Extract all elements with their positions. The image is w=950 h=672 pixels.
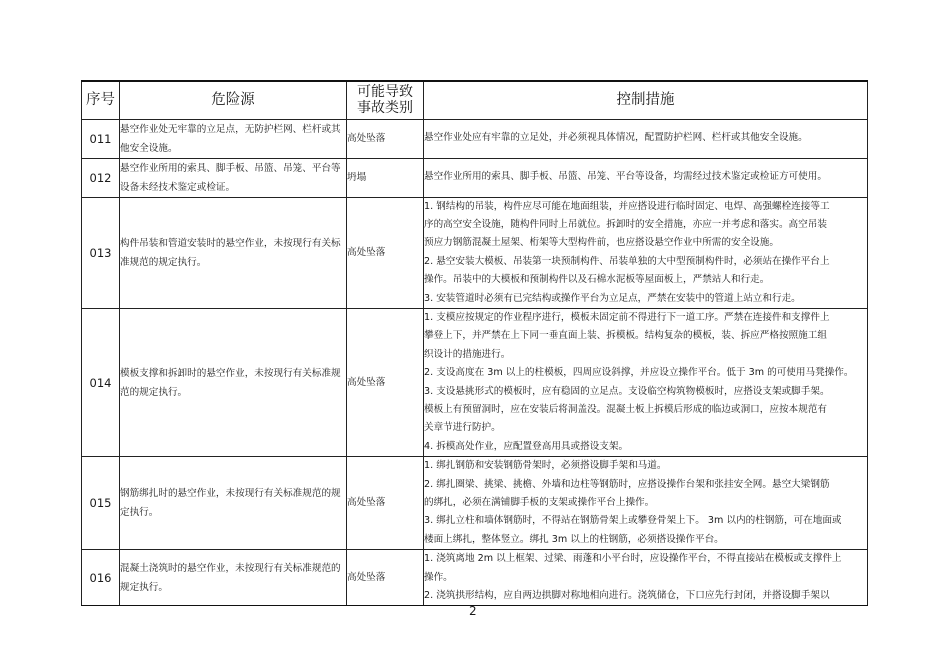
table-row: [82, 308, 868, 456]
control-line: 的绑扎，必须在满铺脚手板的支架或操作平台上操作。: [424, 497, 655, 508]
control-line: 2. 浇筑拱形结构，应自两边拱脚对称地相向进行。浇筑储仓，下口应先行封闭，并搭设脚手架以: [424, 590, 830, 602]
row-control-measures: [424, 119, 868, 158]
control-line: 4. 拆模高处作业，应配置登高用具或搭设支架。: [424, 440, 629, 452]
row-number: 012: [82, 158, 120, 197]
control-line: 操作。吊装中的大模板和预制构件以及石棉水泥板等屋面板上，严禁站人和行走。: [424, 274, 770, 286]
header-category-line1: 可能导致: [357, 84, 413, 101]
header-seq: 序号: [82, 81, 120, 119]
header-category-line2: 事故类别: [357, 100, 413, 117]
row-number: 014: [82, 308, 120, 456]
control-line: 1. 浇筑离地 2m 以上框架、过梁、雨蓬和小平台时，应设操作平台，不得直接站在模板或支撑件上: [424, 553, 842, 565]
row-control-measures: [424, 550, 868, 606]
control-line: 悬空作业所用的索具、脚手板、吊篮、吊笼、平台等设备，均需经过技术鉴定或检证方可使用。: [424, 171, 827, 183]
header-hazard-source: 危险源: [120, 81, 347, 119]
row-hazard-source: 混凝土浇筑时的悬空作业，未按现行有关标准规范的规定执行。: [120, 550, 347, 606]
page-number: 2: [469, 604, 477, 618]
table-row: [82, 550, 868, 606]
control-line: 操作。: [424, 571, 453, 583]
control-line: 攀登上下，并严禁在上下同一垂直面上装、拆模板。结构复杂的模板，装、拆应严格按照施工组: [424, 330, 827, 342]
control-line: 2. 绑扎圈梁、挑梁、挑檐、外墙和边柱等钢筋时，应搭设操作台架和张挂安全网。悬空大梁钢筋: [424, 478, 830, 490]
control-line: 预应力钢筋混凝土屋架、桁架等大型构件前，也应搭设悬空作业中所需的安全设施。: [424, 237, 779, 249]
table-row: [82, 457, 868, 550]
row-accident-category: 高处坠落: [347, 550, 424, 606]
control-line: 模板上有预留洞时，应在安装后将洞盖没。混凝土板上拆模后形成的临边或洞口，应按本规范有: [424, 403, 827, 415]
row-number: 016: [82, 550, 120, 606]
control-line: 关章节进行防护。: [424, 422, 501, 434]
table-row: [82, 197, 868, 308]
row-control-measures: [424, 197, 868, 308]
row-hazard-source: 构件吊装和管道安装时的悬空作业，未按现行有关标准规范的规定执行。: [120, 197, 347, 308]
table-row: [82, 158, 868, 197]
control-line: 3. 绑扎立柱和墙体钢筋时，不得站在钢筋骨架上或攀登骨架上下。 3m 以内的柱钢筋，可在地面或: [424, 515, 842, 527]
header-control-measures: 控制措施: [424, 81, 868, 119]
row-number: 015: [82, 457, 120, 550]
row-hazard-source: 悬空作业处无牢靠的立足点，无防护栏网、栏杆或其他安全设施。: [120, 119, 347, 158]
row-accident-category: 高处坠落: [347, 308, 424, 456]
hazard-table: [81, 80, 868, 606]
control-line: 序的高空安全设施，随构件同时上吊就位。拆卸时的安全措施，亦应一并考虑和落实。高空吊装: [424, 218, 827, 230]
row-hazard-source: 钢筋绑扎时的悬空作业，未按现行有关标准规范的规定执行。: [120, 457, 347, 550]
row-control-measures: [424, 457, 868, 550]
control-line: 楼面上绑扎，整体竖立。绑扎 3m 以上的柱钢筋，必须搭设操作平台。: [424, 533, 724, 545]
control-line: 2. 支设高度在 3m 以上的柱模板，四周应设斜撑，并应设立操作平台。低于 3m 的可使用马凳操作。: [424, 367, 854, 379]
header-accident-category: [347, 81, 424, 119]
row-control-measures: [424, 158, 868, 197]
control-line: 2. 悬空安装大模板、吊装第一块预制构件、吊装单独的大中型预制构件时，必须站在操作平台上: [424, 255, 830, 267]
row-control-measures: [424, 308, 868, 456]
row-accident-category: 高处坠落: [347, 197, 424, 308]
row-hazard-source: 悬空作业所用的索具、脚手板、吊篮、吊笼、平台等设备未经技术鉴定或检证。: [120, 158, 347, 197]
control-line: 1. 钢结构的吊装，构件应尽可能在地面组装，并应搭设进行临时固定、电焊、高强螺栓连接等工: [424, 200, 830, 212]
control-line: 织设计的措施进行。: [424, 348, 511, 360]
row-accident-category: 高处坠落: [347, 119, 424, 158]
table-header-row: [82, 81, 868, 119]
control-line: 1. 支模应按规定的作业程序进行，模板未固定前不得进行下一道工序。严禁在连接件和支撑件上: [424, 311, 830, 323]
control-line: 悬空作业处应有牢靠的立足处，并必须视具体情况，配置防护栏网、栏杆或其他安全设施。: [424, 132, 808, 144]
control-line: 1. 绑扎钢筋和安装钢筋骨架时，必须搭设脚手架和马道。: [424, 460, 667, 472]
row-number: 011: [82, 119, 120, 158]
row-accident-category: 坍塌: [347, 158, 424, 197]
control-line: 3. 支设悬挑形式的模板时，应有稳固的立足点。支设临空构筑物模板时，应搭设支架或脚手架。: [424, 385, 830, 397]
table-row: [82, 119, 868, 158]
control-line: 3. 安装管道时必须有已完结构或操作平台为立足点，严禁在安装中的管道上站立和行走。: [424, 292, 801, 304]
row-accident-category: 高处坠落: [347, 457, 424, 550]
row-number: 013: [82, 197, 120, 308]
row-hazard-source: 模板支撑和拆卸时的悬空作业，未按现行有关标准规范的规定执行。: [120, 308, 347, 456]
